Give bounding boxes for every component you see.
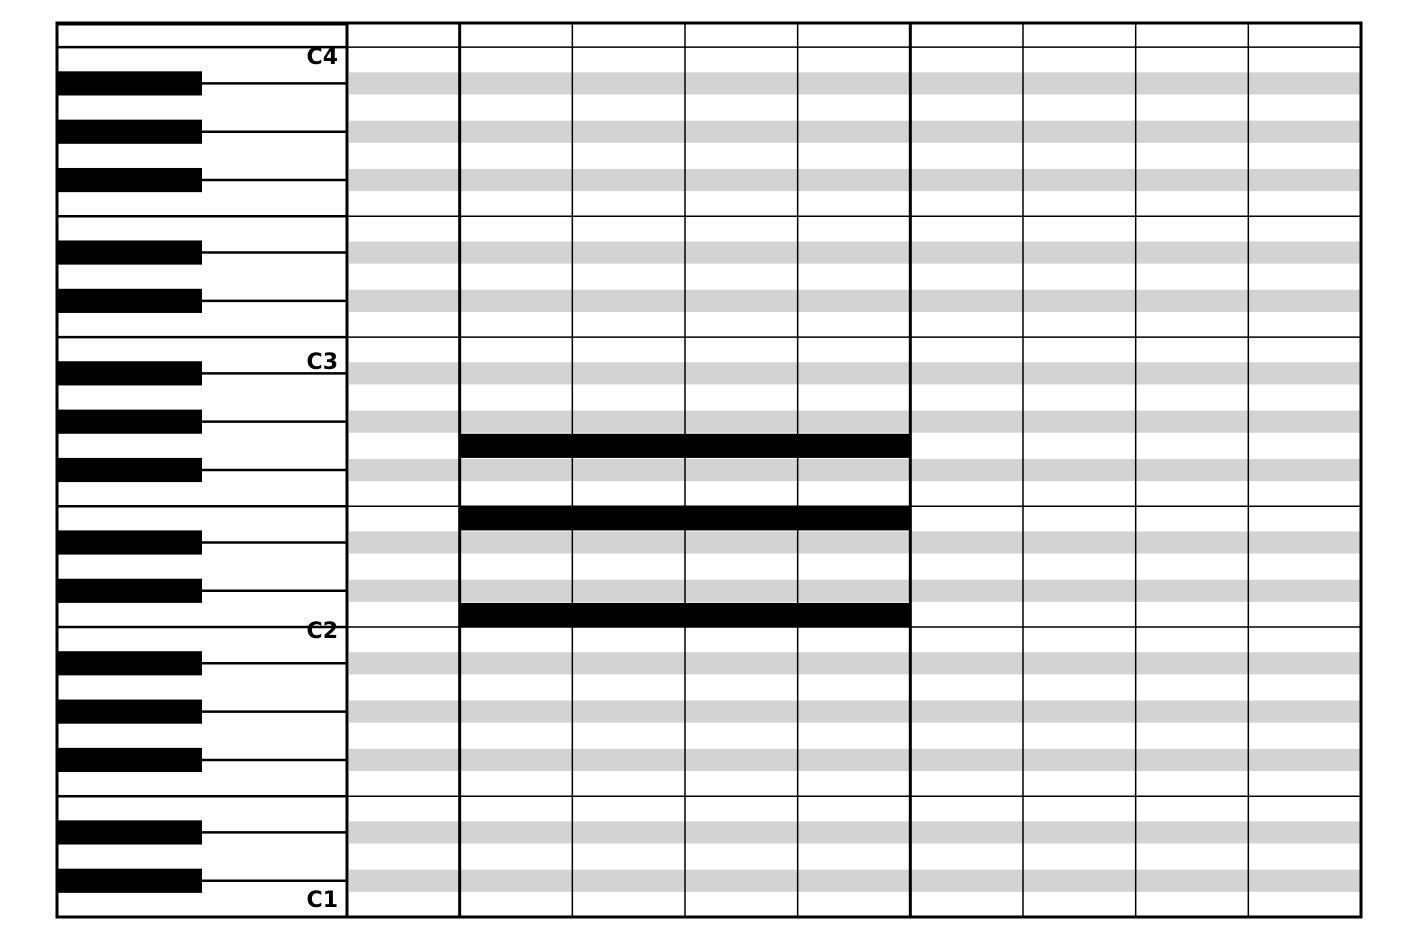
- black-key-gs2[interactable]: [57, 410, 202, 434]
- grid-row-c4: [349, 24, 1361, 46]
- black-key-as1[interactable]: [57, 651, 202, 675]
- grid-row-a1: [349, 676, 1361, 698]
- note-c2[interactable]: [460, 603, 911, 627]
- grid-row-e3: [349, 217, 1361, 239]
- note-e2[interactable]: [460, 506, 911, 530]
- grid-row-shading: [349, 24, 1361, 916]
- grid-row-ds3: [349, 241, 1361, 263]
- black-key-cs2[interactable]: [57, 579, 202, 603]
- grid-row-as3: [349, 72, 1361, 94]
- black-key-fs1[interactable]: [57, 748, 202, 772]
- grid-row-cs1: [349, 870, 1361, 892]
- note-g2[interactable]: [460, 434, 911, 458]
- grid-row-cs3: [349, 290, 1361, 312]
- grid-row-b2: [349, 338, 1361, 360]
- black-key-gs1[interactable]: [57, 700, 202, 724]
- grid-row-d3: [349, 266, 1361, 288]
- black-key-ds3[interactable]: [57, 240, 202, 264]
- grid-row-gs2: [349, 411, 1361, 433]
- piano-keyboard[interactable]: [57, 47, 347, 893]
- grid-row-g1: [349, 725, 1361, 747]
- black-key-gs3[interactable]: [57, 120, 202, 144]
- grid-row-ds2: [349, 531, 1361, 553]
- black-key-cs1[interactable]: [57, 869, 202, 893]
- grid-row-f1: [349, 773, 1361, 795]
- grid-row-gs3: [349, 121, 1361, 143]
- grid-row-a2: [349, 386, 1361, 408]
- black-key-ds1[interactable]: [57, 820, 202, 844]
- octave-label-c3: C3: [306, 350, 338, 375]
- octave-label-c2: C2: [306, 619, 338, 644]
- grid-row-as2: [349, 362, 1361, 384]
- grid-row-f3: [349, 193, 1361, 215]
- grid-row-ds1: [349, 821, 1361, 843]
- grid-row-b1: [349, 628, 1361, 650]
- grid-row-d1: [349, 846, 1361, 868]
- black-key-fs3[interactable]: [57, 168, 202, 192]
- octave-label-c1: C1: [306, 888, 338, 913]
- grid-row-f2: [349, 483, 1361, 505]
- grid-row-c1: [349, 894, 1361, 916]
- grid-row-fs2: [349, 459, 1361, 481]
- grid-row-as1: [349, 652, 1361, 674]
- grid-row-e1: [349, 797, 1361, 819]
- grid-row-gs1: [349, 701, 1361, 723]
- black-key-as2[interactable]: [57, 361, 202, 385]
- octave-label-c4: C4: [306, 45, 338, 70]
- grid-row-d2: [349, 556, 1361, 578]
- grid-row-c3: [349, 314, 1361, 336]
- grid-row-a3: [349, 96, 1361, 118]
- black-key-as3[interactable]: [57, 71, 202, 95]
- grid-row-fs3: [349, 169, 1361, 191]
- grid-row-fs1: [349, 749, 1361, 771]
- grid-row-g3: [349, 145, 1361, 167]
- grid-row-b3: [349, 48, 1361, 70]
- grid-row-cs2: [349, 580, 1361, 602]
- black-key-fs2[interactable]: [57, 458, 202, 482]
- black-key-cs3[interactable]: [57, 289, 202, 313]
- black-key-ds2[interactable]: [57, 530, 202, 554]
